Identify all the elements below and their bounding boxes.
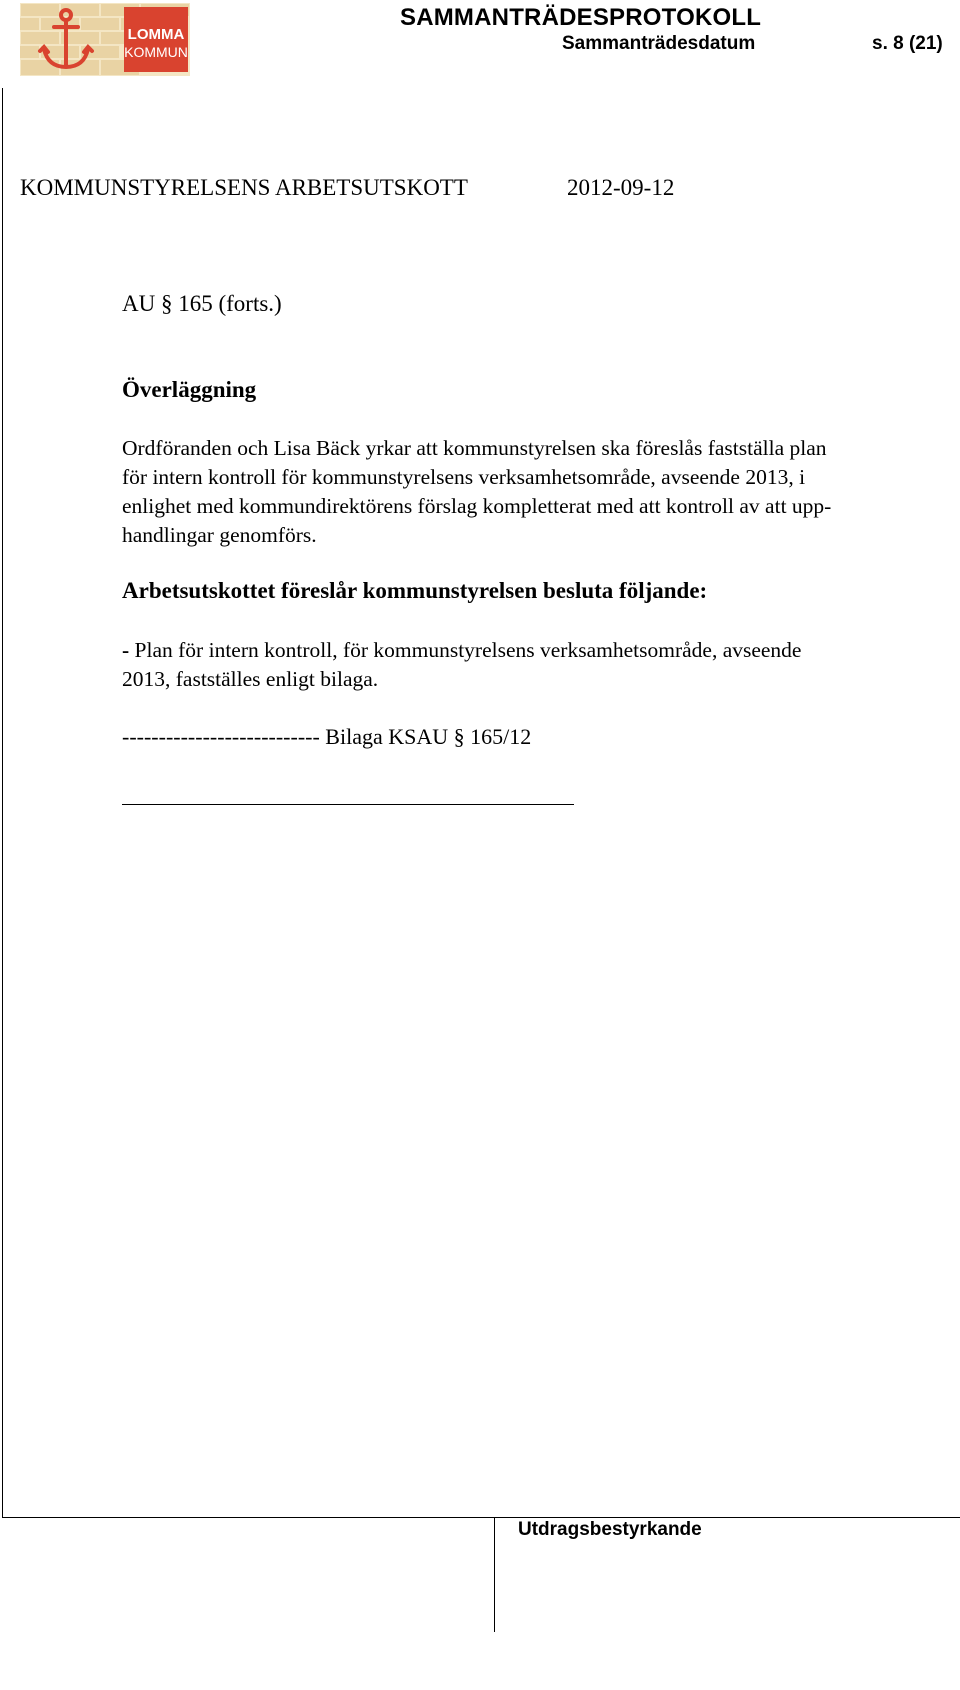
logo-graphic xyxy=(20,3,190,76)
proposal-heading: Arbetsutskottet föreslår kommunstyrelsen besluta följande: xyxy=(122,578,708,603)
meeting-date: 2012-09-12 xyxy=(567,175,675,200)
decision-dash: - xyxy=(122,638,130,662)
paragraph-line: enlighet med kommundirektörens förslag kompletterat med att kontroll av att upp- xyxy=(122,494,832,518)
logo-text-lomma: LOMMA xyxy=(127,26,185,43)
decision-text: Plan för intern kontroll, för kommunstyrelsens verksamhetsområde, avseende xyxy=(129,638,802,662)
section-heading: Överläggning xyxy=(122,377,257,402)
footer-divider xyxy=(494,1517,495,1632)
extract-certification-label: Utdragsbestyrkande xyxy=(518,1519,702,1540)
paragraph-line: för intern kontroll för kommunstyrelsens verksamhetsområde, avseende 2013, i xyxy=(122,465,806,489)
section-reference: AU § 165 (forts.) xyxy=(122,291,282,316)
lomma-kommun-logo xyxy=(20,3,190,76)
meeting-date-label: Sammanträdesdatum xyxy=(562,33,756,54)
decision-item xyxy=(122,636,942,694)
committee-name: KOMMUNSTYRELSENS ARBETSUTSKOTT xyxy=(20,175,468,200)
decision-line xyxy=(122,636,942,665)
left-border-rule xyxy=(2,88,3,1518)
logo-text-kommun: KOMMUN xyxy=(124,44,188,60)
closing-underline xyxy=(122,804,574,805)
decision-line: 2013, fastställes enligt bilaga. xyxy=(122,667,379,691)
paragraph-line: Ordföranden och Lisa Bäck yrkar att kommunstyrelsen ska föreslås fastställa plan xyxy=(122,436,827,460)
deliberation-paragraph xyxy=(122,434,942,550)
attachment-reference: --------------------------- Bilaga KSAU § 165/12 xyxy=(122,724,532,749)
document-title: SAMMANTRÄDESPROTOKOLL xyxy=(400,4,762,31)
page-number: s. 8 (21) xyxy=(872,33,943,54)
paragraph-line: handlingar genomförs. xyxy=(122,523,317,547)
footer-rule xyxy=(2,1517,960,1518)
